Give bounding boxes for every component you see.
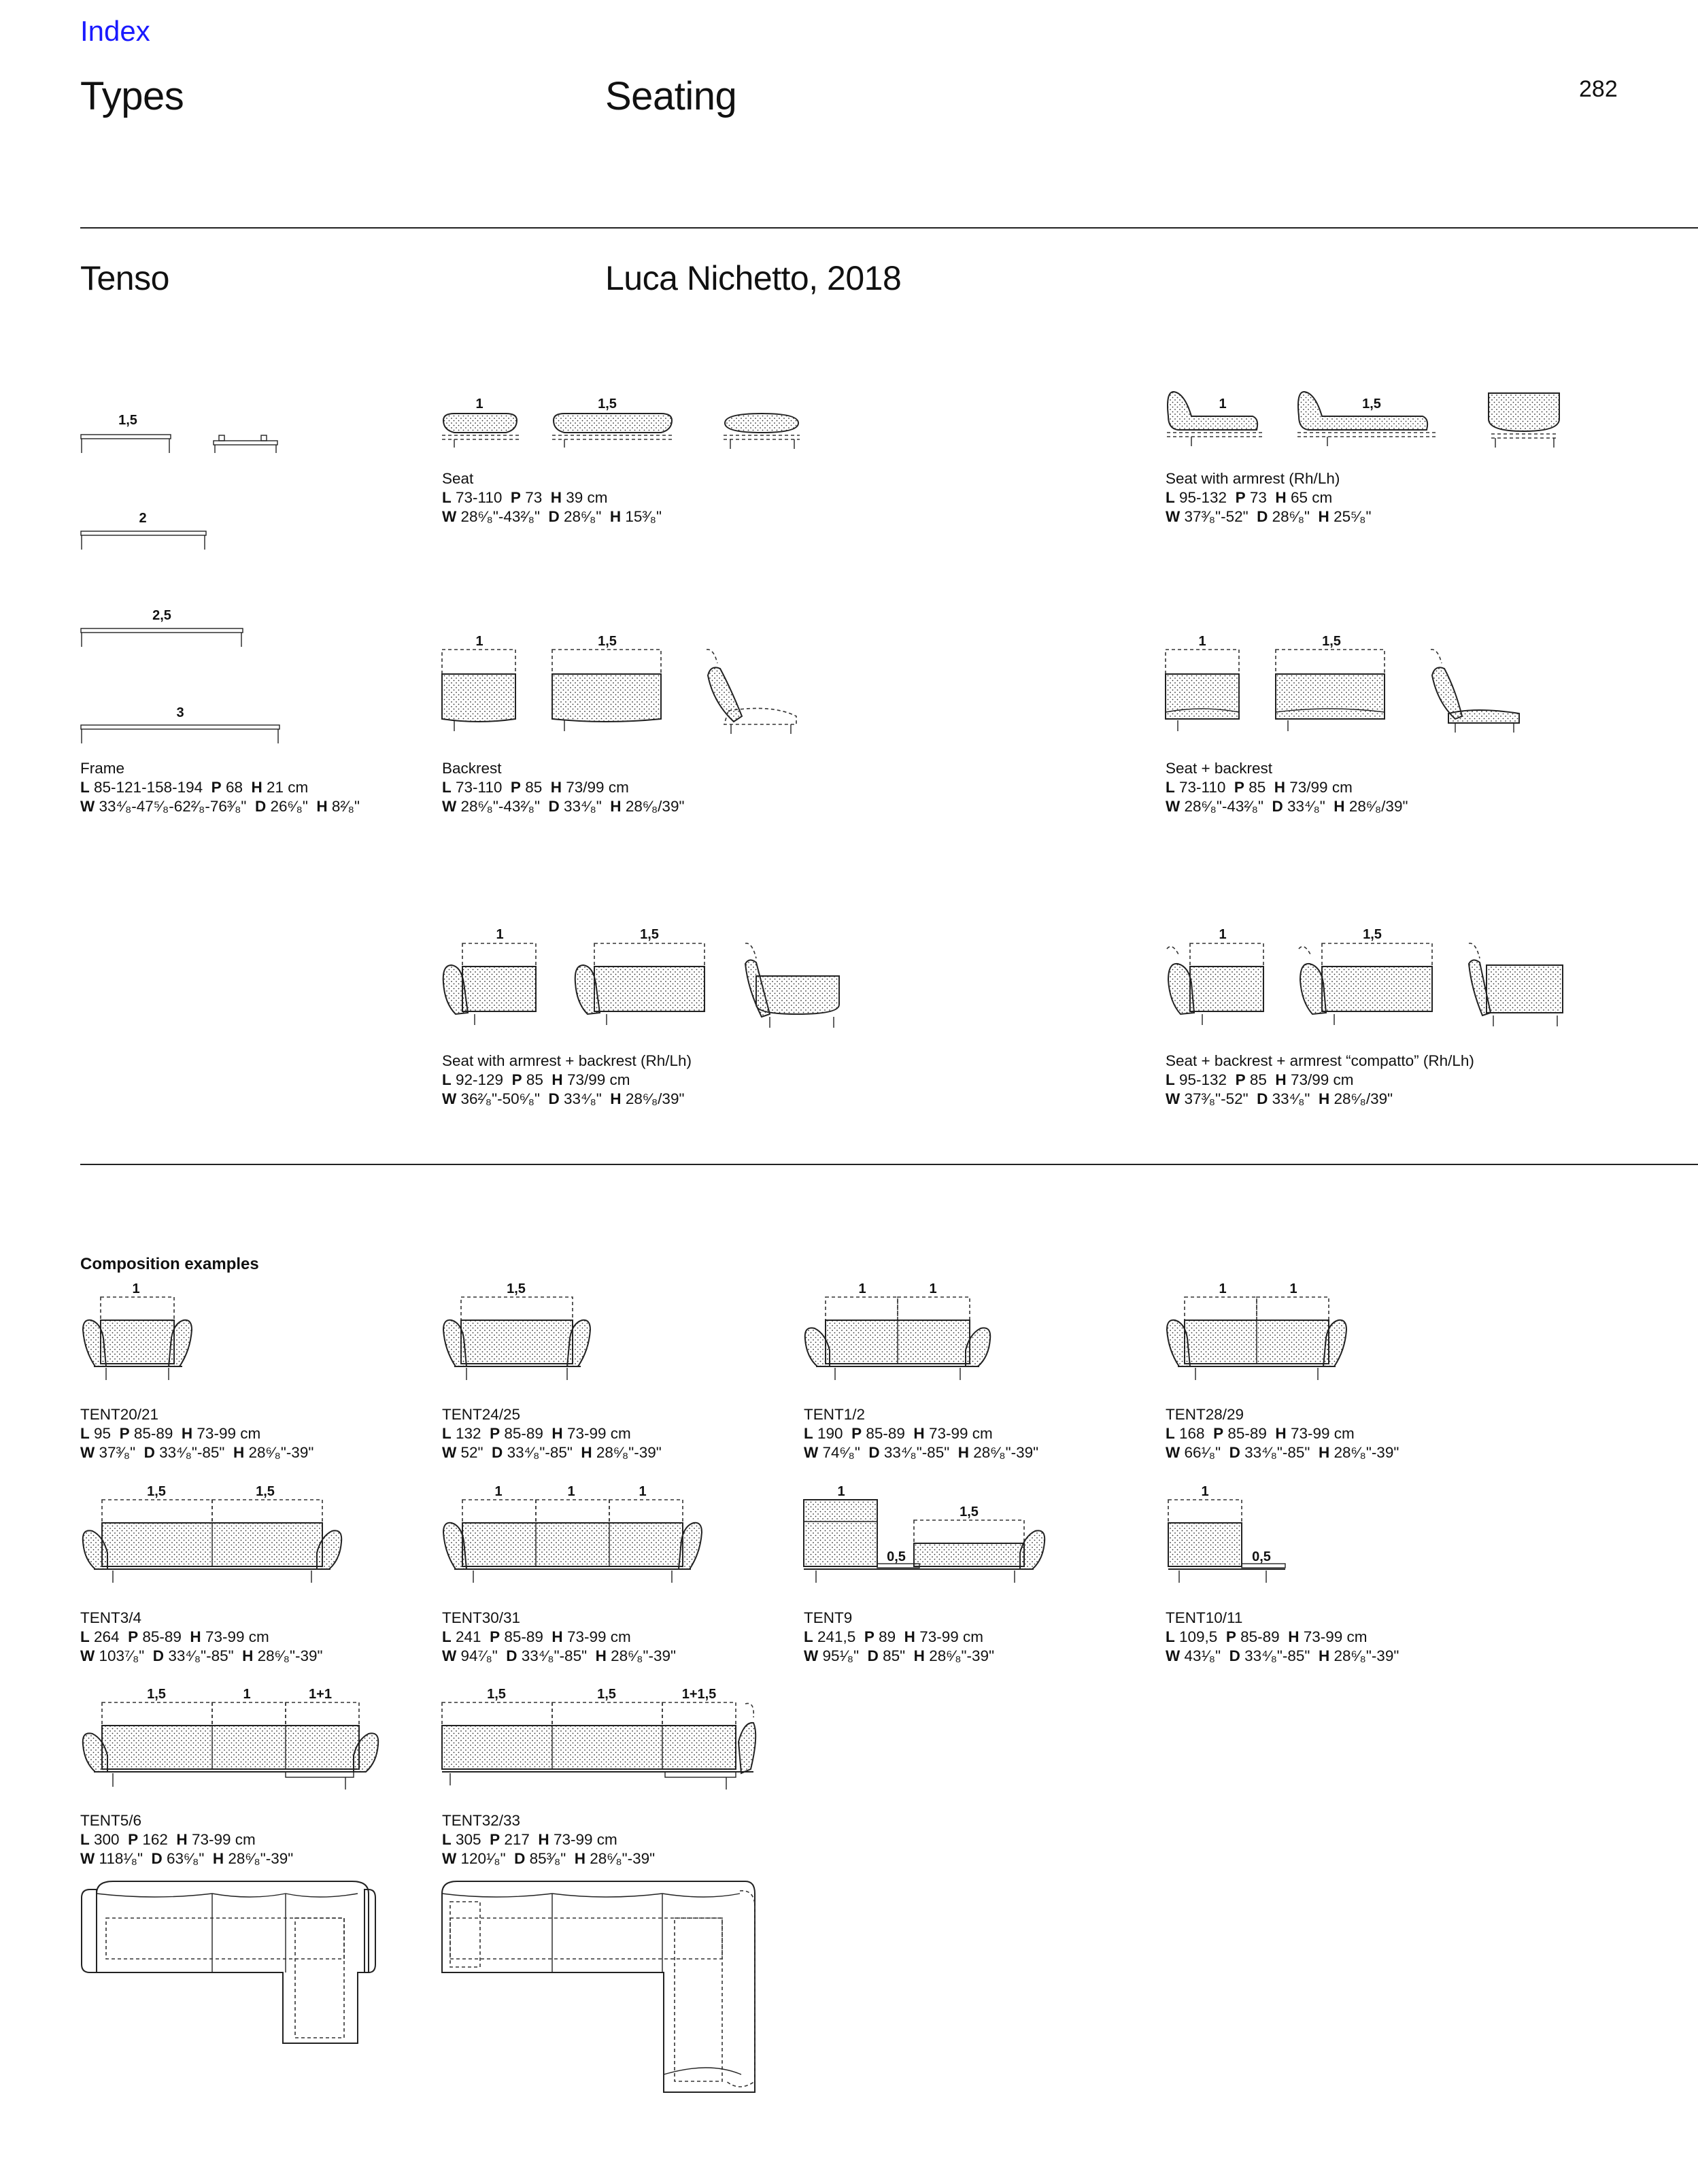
seat-spec: Seat L 73-110 P 73 H 39 cm W 28⁶⁄₈"-43²⁄₈" D 28⁶⁄₈" H 15³⁄₈" <box>442 470 662 525</box>
tent5-spec: TENT5/6 L 300 P 162 H 73-99 cm W 118¹⁄₈" D 63⁶⁄₈" H 28⁶⁄₈"-39" <box>80 1812 294 1867</box>
tent20-spec: TENT20/21 L 95 P 85-89 H 73-99 cm W 37³⁄₈" D 33⁴⁄₈"-85" H 28⁶⁄₈"-39" <box>80 1406 314 1461</box>
compatto-spec: Seat + backrest + armrest “compatto” (Rh/Lh) L 95-132 P 85 H 73/99 cm W 37³⁄₈"-52" D 33⁴⁄₈" H 28⁶⁄₈/39" <box>1166 1052 1474 1107</box>
module-label: 1,5 <box>598 634 617 649</box>
module-label: 2 <box>139 511 147 526</box>
module-label: 1,5 <box>1362 397 1381 411</box>
frame-side-drawing <box>212 434 280 457</box>
top-divider <box>80 227 1698 229</box>
tent32-drawing <box>441 1701 760 1803</box>
frame-2-5-drawing <box>80 628 243 651</box>
backrest-side-drawing <box>704 648 799 750</box>
module-label: 3 <box>176 705 184 720</box>
frame-2-drawing <box>80 531 209 554</box>
module-label: 1 <box>496 927 504 942</box>
module-label: 1 <box>475 397 483 411</box>
section-title: Seating <box>605 74 737 118</box>
module-label: 1,5 <box>487 1687 506 1702</box>
compatto-side-drawing <box>1466 942 1568 1044</box>
tent20-drawing <box>80 1296 196 1391</box>
seat-backrest-spec: Seat + backrest L 73-110 P 85 H 73/99 cm W 28⁶⁄₈"-43²⁄₈" D 33⁴⁄₈" H 28⁶⁄₈/39" <box>1166 760 1408 815</box>
sab-side-drawing <box>743 942 845 1044</box>
page-number: 282 <box>1579 76 1618 102</box>
tent9-drawing <box>802 1498 1054 1594</box>
seat-front-drawing <box>441 412 665 453</box>
module-label: 1 <box>1219 1281 1227 1296</box>
tent10-drawing <box>1164 1498 1287 1594</box>
module-label: 1+1 <box>309 1687 332 1702</box>
tent24-drawing <box>441 1296 597 1391</box>
product-name: Tenso <box>80 259 169 297</box>
module-label: 1 <box>639 1484 647 1499</box>
tent5-drawing <box>80 1701 386 1803</box>
module-label: 1 <box>132 1281 140 1296</box>
module-label: 1,5 <box>147 1484 166 1499</box>
module-label: 1,5 <box>598 397 617 411</box>
tent24-spec: TENT24/25 L 132 P 85-89 H 73-99 cm W 52" D 33⁴⁄₈"-85" H 28⁶⁄₈"-39" <box>442 1406 662 1461</box>
module-label: 0,5 <box>887 1549 906 1564</box>
tent9-spec: TENT9 L 241,5 P 89 H 73-99 cm W 95¹⁄₈" D 85" H 28⁶⁄₈"-39" <box>804 1609 995 1664</box>
product-designer: Luca Nichetto, 2018 <box>605 259 902 297</box>
tent32-spec: TENT32/33 L 305 P 217 H 73-99 cm W 120¹⁄₈" D 85³⁄₈" H 28⁶⁄₈"-39" <box>442 1812 656 1867</box>
frame-1-5-drawing <box>80 434 175 457</box>
tent28-drawing <box>1164 1296 1355 1391</box>
module-label: 2,5 <box>152 608 171 623</box>
module-label: 1 <box>494 1484 503 1499</box>
composition-title: Composition examples <box>80 1255 259 1273</box>
module-label: 1 <box>929 1281 937 1296</box>
module-label: 0,5 <box>1252 1549 1271 1564</box>
module-label: 1 <box>837 1484 845 1499</box>
seat-backrest-side-drawing <box>1428 648 1523 750</box>
sab-spec: Seat with armrest + backrest (Rh/Lh) L 92-129 P 85 H 73/99 cm W 36²⁄₈"-50⁶⁄₈" D 33⁴⁄₈" H 28⁶⁄₈/39" <box>442 1052 692 1107</box>
seat-armrest-front-drawing <box>1164 389 1450 457</box>
tent3-spec: TENT3/4 L 264 P 85-89 H 73-99 cm W 103⁷⁄₈" D 33⁴⁄₈"-85" H 28⁶⁄₈"-39" <box>80 1609 323 1664</box>
module-label: 1,5 <box>507 1281 526 1296</box>
tent30-drawing <box>441 1498 699 1594</box>
tent28-spec: TENT28/29 L 168 P 85-89 H 73-99 cm W 66¹⁄₈" D 33⁴⁄₈"-85" H 28⁶⁄₈"-39" <box>1166 1406 1399 1461</box>
module-label: 1 <box>1289 1281 1297 1296</box>
module-label: 1,5 <box>960 1505 979 1519</box>
module-label: 1 <box>858 1281 866 1296</box>
module-label: 1,5 <box>597 1687 616 1702</box>
module-label: 1 <box>1219 397 1227 411</box>
backrest-spec: Backrest L 73-110 P 85 H 73/99 cm W 28⁶⁄₈"-43²⁄₈" D 33⁴⁄₈" H 28⁶⁄₈/39" <box>442 760 685 815</box>
backrest-front-drawing <box>441 648 672 750</box>
module-label: 1 <box>1201 1484 1209 1499</box>
module-label: 1 <box>243 1687 251 1702</box>
tent30-spec: TENT30/31 L 241 P 85-89 H 73-99 cm W 94⁷⁄₈" D 33⁴⁄₈"-85" H 28⁶⁄₈"-39" <box>442 1609 676 1664</box>
frame-spec: Frame L 85-121-158-194 P 68 H 21 cm W 33⁴⁄₈-47⁵⁄₈-62²⁄₈-76³⁄₈" D 26⁶⁄₈" H 8²⁄₈" <box>80 760 360 815</box>
category-title: Types <box>80 74 184 118</box>
module-label: 1 <box>475 634 483 649</box>
tent1-spec: TENT1/2 L 190 P 85-89 H 73-99 cm W 74⁶⁄₈" D 33⁴⁄₈"-85" H 28⁶⁄₈"-39" <box>804 1406 1039 1461</box>
module-label: 1+1,5 <box>681 1687 717 1702</box>
tent32-plan-drawing <box>441 1877 760 2102</box>
module-label: 1,5 <box>1363 927 1382 942</box>
seat-armrest-spec: Seat with armrest (Rh/Lh) L 95-132 P 73 H 65 cm W 37³⁄₈"-52" D 28⁶⁄₈" H 25⁵⁄₈" <box>1166 470 1372 525</box>
index-link[interactable]: Index <box>80 15 150 47</box>
module-label: 1 <box>567 1484 575 1499</box>
seat-side-drawing <box>721 412 809 453</box>
compatto-front-drawing <box>1164 942 1436 1044</box>
module-label: 1,5 <box>640 927 659 942</box>
seat-armrest-side-drawing <box>1486 389 1567 457</box>
sab-front-drawing <box>441 942 713 1044</box>
middle-divider <box>80 1164 1698 1165</box>
tent3-drawing <box>80 1498 345 1594</box>
module-label: 1,5 <box>256 1484 275 1499</box>
module-label: 1,5 <box>147 1687 166 1702</box>
tent5-plan-drawing <box>80 1877 386 2047</box>
seat-backrest-front-drawing <box>1164 648 1395 750</box>
tent10-spec: TENT10/11 L 109,5 P 85-89 H 73-99 cm W 43¹⁄₈" D 33⁴⁄₈"-85" H 28⁶⁄₈"-39" <box>1166 1609 1399 1664</box>
module-label: 1 <box>1198 634 1206 649</box>
frame-3-drawing <box>80 724 282 747</box>
module-label: 1,5 <box>118 413 137 428</box>
tent1-drawing <box>802 1296 993 1391</box>
module-label: 1,5 <box>1322 634 1341 649</box>
module-label: 1 <box>1219 927 1227 942</box>
